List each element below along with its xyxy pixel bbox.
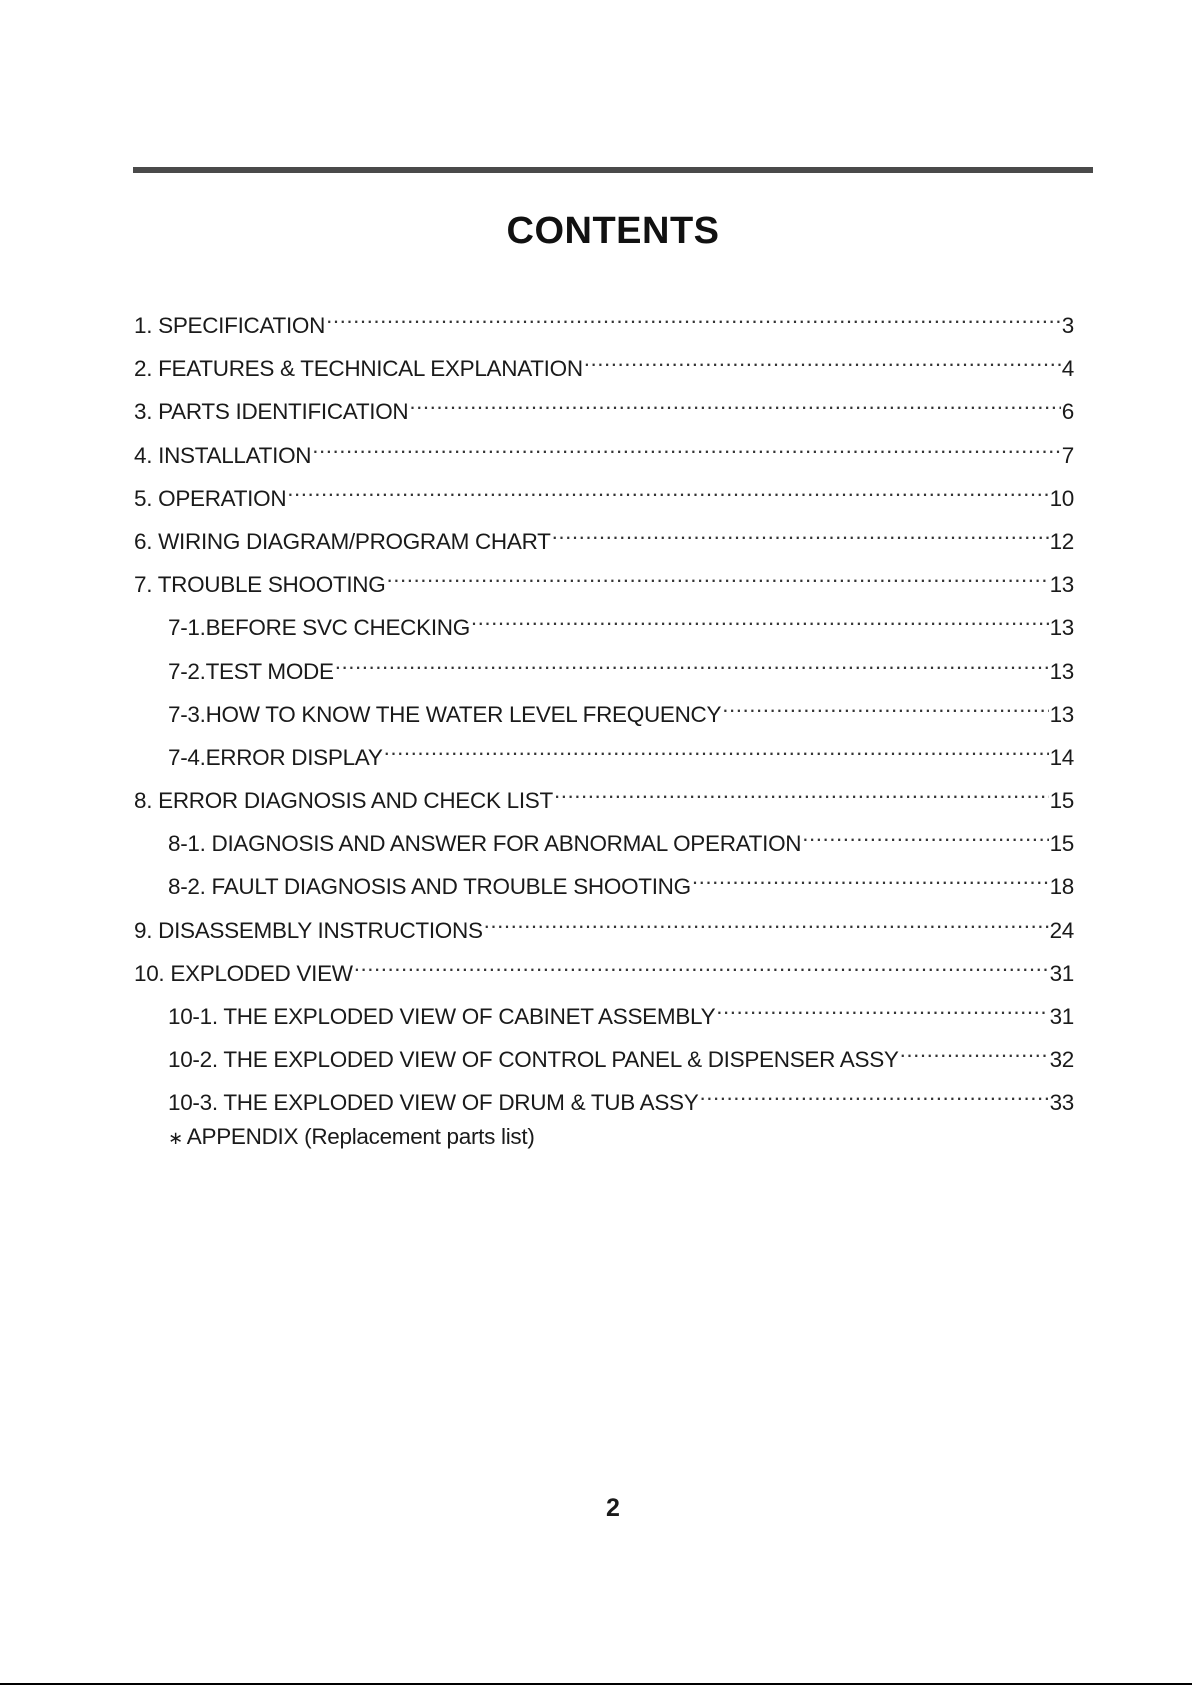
toc-subentry[interactable] (134, 731, 1074, 774)
toc-entry-page: 15 (1049, 788, 1074, 814)
top-rule (133, 167, 1093, 173)
toc-dot-leader (692, 860, 1049, 894)
toc-subentry[interactable] (134, 860, 1074, 903)
toc-subentry[interactable] (134, 645, 1074, 688)
toc-dot-leader (386, 558, 1048, 592)
toc-subentry[interactable] (134, 990, 1074, 1033)
toc-subentry[interactable] (134, 1076, 1074, 1119)
toc-entry-label: 3. PARTS IDENTIFICATION (134, 399, 409, 425)
toc-dot-leader (552, 515, 1049, 549)
toc-subentry[interactable] (134, 601, 1074, 644)
toc-entry[interactable] (134, 558, 1074, 601)
toc-entry[interactable] (134, 342, 1074, 385)
toc-entry-label: 8-2. FAULT DIAGNOSIS AND TROUBLE SHOOTING (168, 874, 691, 900)
toc-subentry[interactable] (134, 1033, 1074, 1076)
toc-entry-label: 7-2.TEST MODE (168, 658, 334, 684)
toc-dot-leader (335, 645, 1049, 679)
toc-dot-leader (554, 774, 1049, 808)
toc-entry-page: 32 (1049, 1047, 1074, 1073)
page-number: 2 (606, 1494, 620, 1522)
asterisk-icon: ∗ (168, 1127, 183, 1148)
toc-entry-label: 6. WIRING DIAGRAM/PROGRAM CHART (134, 528, 551, 554)
toc-entry-page: 10 (1049, 485, 1074, 511)
toc-entry-label: 7-1.BEFORE SVC CHECKING (168, 615, 470, 641)
toc-dot-leader (312, 429, 1061, 463)
toc-dot-leader (802, 817, 1048, 851)
toc-subentry[interactable] (134, 817, 1074, 860)
toc-entry-label: 7-4.ERROR DISPLAY (168, 744, 383, 770)
table-of-contents (134, 299, 1074, 1163)
toc-entry-label: 10-1. THE EXPLODED VIEW OF CABINET ASSEMBLY (168, 1004, 716, 1029)
toc-entry-label: 1. SPECIFICATION (134, 313, 326, 338)
toc-entry[interactable] (134, 774, 1074, 817)
toc-entry[interactable] (134, 904, 1074, 947)
toc-entry[interactable] (134, 299, 1074, 342)
toc-entry[interactable] (134, 472, 1074, 515)
toc-entry[interactable] (134, 429, 1074, 472)
toc-entry-page: 24 (1049, 917, 1074, 943)
toc-entry-page: 18 (1049, 874, 1074, 900)
toc-dot-leader (699, 1076, 1048, 1110)
toc-entry[interactable] (134, 385, 1074, 428)
toc-dot-leader (716, 990, 1048, 1024)
toc-entry-label: 10. EXPLODED VIEW (134, 960, 353, 986)
appendix-entry[interactable] (134, 1120, 1074, 1163)
toc-entry-page: 6 (1061, 399, 1074, 425)
toc-dot-leader (471, 601, 1049, 635)
toc-entry-page: 31 (1049, 1004, 1074, 1029)
toc-dot-leader (409, 385, 1060, 419)
page-title: CONTENTS (506, 210, 720, 252)
toc-entry-page: 12 (1049, 528, 1074, 554)
toc-entry-page: 15 (1049, 831, 1074, 857)
toc-entry-page: 13 (1049, 701, 1074, 727)
toc-entry-page: 4 (1061, 356, 1074, 382)
toc-entry[interactable] (134, 515, 1074, 558)
toc-dot-leader (326, 299, 1061, 333)
toc-dot-leader (584, 342, 1061, 376)
toc-entry-page: 14 (1049, 744, 1074, 770)
toc-entry-label: 2. FEATURES & TECHNICAL EXPLANATION (134, 356, 583, 382)
toc-entry-page: 13 (1049, 572, 1074, 598)
toc-dot-leader (900, 1033, 1049, 1067)
toc-dot-leader (722, 688, 1048, 722)
toc-entry-page: 3 (1061, 313, 1074, 338)
toc-entry-page: 7 (1061, 442, 1074, 468)
toc-dot-leader (384, 731, 1049, 765)
toc-entry-label: 8-1. DIAGNOSIS AND ANSWER FOR ABNORMAL OPERATION (168, 831, 802, 857)
toc-entry-label: 4. INSTALLATION (134, 442, 312, 468)
toc-entry-label: 7-3.HOW TO KNOW THE WATER LEVEL FREQUENCY (168, 701, 722, 727)
appendix-label: APPENDIX (Replacement parts list) (186, 1123, 535, 1149)
toc-entry-page: 31 (1049, 960, 1074, 986)
toc-entry-label: 10-3. THE EXPLODED VIEW OF DRUM & TUB ASSY (168, 1090, 699, 1116)
toc-entry-label: 5. OPERATION (134, 485, 287, 511)
toc-entry-label: 8. ERROR DIAGNOSIS AND CHECK LIST (134, 788, 553, 814)
toc-entry-label: 7. TROUBLE SHOOTING (134, 572, 386, 598)
toc-entry-page: 33 (1049, 1090, 1074, 1116)
toc-entry-label: 10-2. THE EXPLODED VIEW OF CONTROL PANEL & DISPENSER ASSY (168, 1047, 899, 1073)
toc-subentry[interactable] (134, 688, 1074, 731)
toc-entry[interactable] (134, 947, 1074, 990)
toc-entry-page: 13 (1049, 658, 1074, 684)
toc-entry-page: 13 (1049, 615, 1074, 641)
toc-dot-leader (354, 947, 1049, 981)
toc-entry-label: 9. DISASSEMBLY INSTRUCTIONS (134, 917, 483, 943)
toc-dot-leader (287, 472, 1048, 506)
toc-dot-leader (484, 904, 1049, 938)
